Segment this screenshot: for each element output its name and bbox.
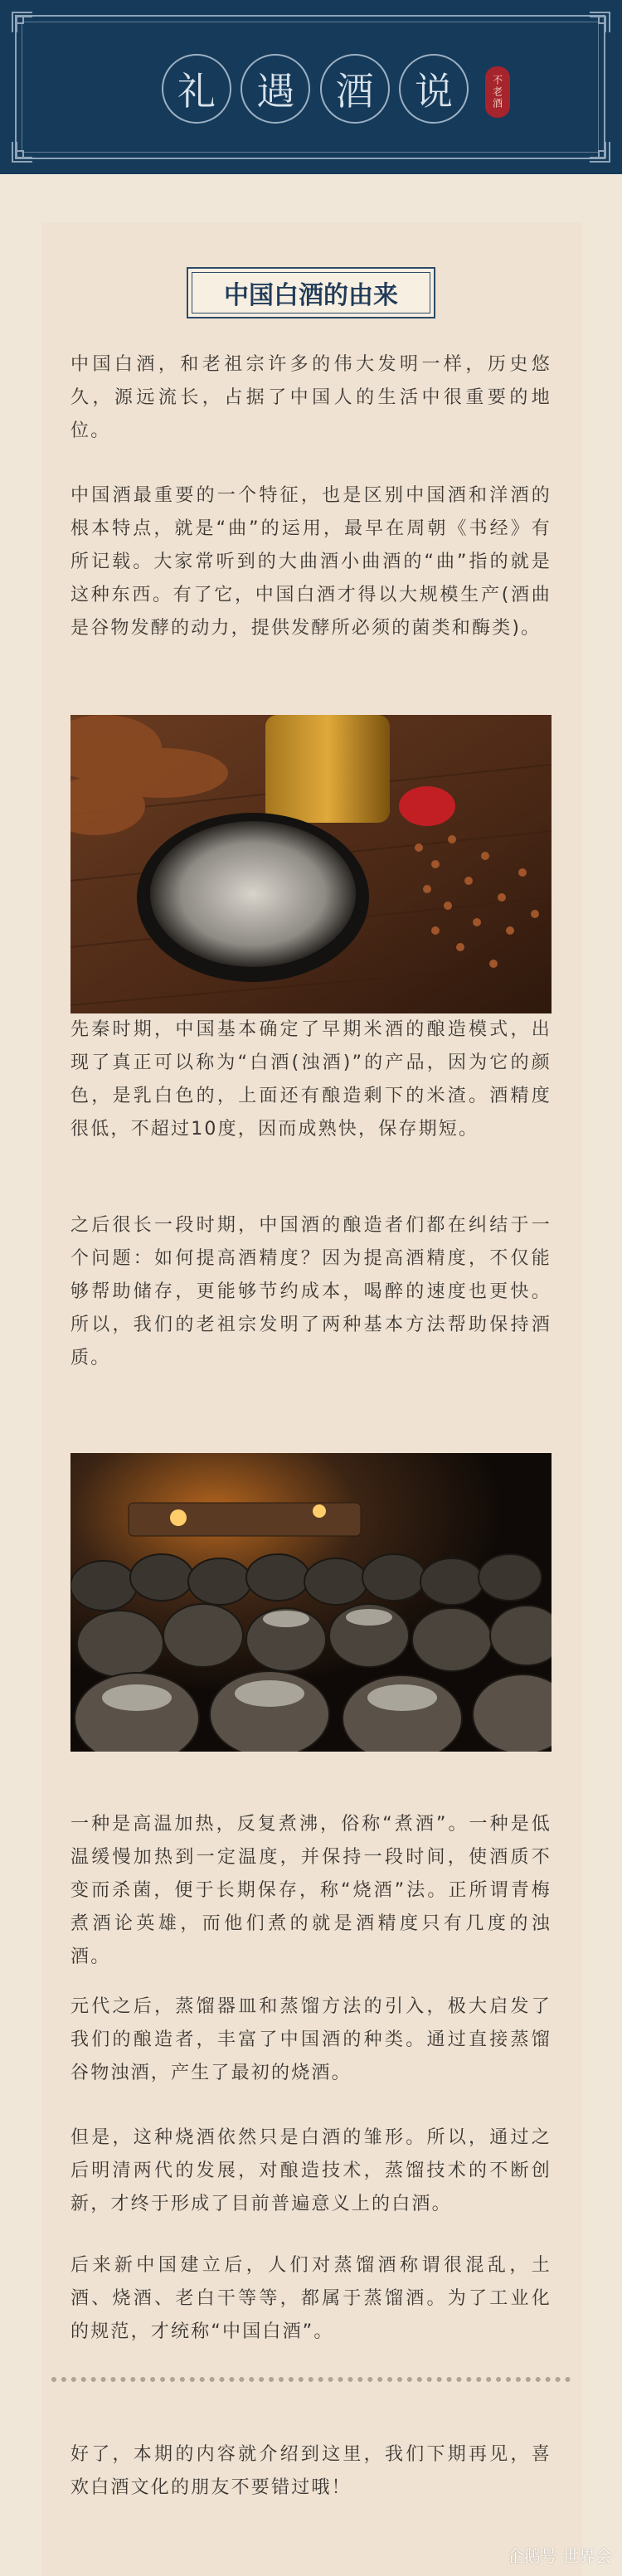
- column-title: [162, 43, 469, 134]
- paragraph: 之后很长一段时期，中国酒的酿造者们都在纠结于一个问题：如何提高酒精度？因为提高酒精度，不仅能够帮助储存，更能够节约成本，喝醉的速度也更快。所以，我们的老祖宗发明了两种基本方法帮助保持酒质。: [70, 1215, 552, 1368]
- paragraph: 一种是高温加热，反复煮沸，俗称“煮酒”。一种是低温缓慢加热到一定温度，并保持一段时间，使酒质不变而杀菌，便于长期保存，称“烧酒”法。正所谓青梅煮酒论英雄，而他们煮的就是酒精度只有几度的浊酒。: [70, 1814, 552, 1967]
- paragraph: 后来新中国建立后，人们对蒸馏酒称谓很混乱，土酒、烧酒、老白干等等，都属于蒸馏酒。为了工业化的规范，才统称“中国白酒”。: [70, 2255, 552, 2342]
- corner-ornament-icon: [12, 12, 33, 33]
- title-char: 礼: [162, 54, 231, 124]
- photo-wine-cellar-jars: [70, 1453, 552, 1752]
- paragraph: 中国酒最重要的一个特征，也是区别中国酒和洋酒的根本特点，就是“曲”的运用，最早在周朝《书经》有所记载。大家常听到的大曲酒小曲酒的“曲”指的就是这种东西。有了它，中国白酒才得以大规模生产(酒曲是谷物发酵的动力，提供发酵所必须的菌类和酶类)。: [70, 485, 552, 639]
- corner-ornament-icon: [12, 141, 33, 163]
- title-char: 说: [399, 54, 469, 124]
- section-title-text: 中国白酒的由来: [224, 281, 398, 310]
- corner-ornament-icon: [589, 141, 610, 163]
- dotted-divider: [51, 2377, 571, 2382]
- paragraph: 元代之后，蒸馏器皿和蒸馏方法的引入，极大启发了我们的酿造者，丰富了中国酒的种类。通过直接蒸馏谷物浊酒，产生了最初的烧酒。: [70, 1996, 552, 2083]
- section-title: [187, 267, 435, 318]
- paragraph: 但是，这种烧酒依然只是白酒的雏形。所以，通过之后明清两代的发展，对酿造技术，蒸馏技术的不断创新，才终于形成了目前普遍意义上的白酒。: [70, 2127, 552, 2214]
- paragraph: 先秦时期，中国基本确定了早期米酒的酿造模式，出现了真正可以称为“白酒(浊酒)”的产品，因为它的颜色，是乳白色的，上面还有酿造剩下的米渣。酒精度很低，不超过10度，因而成熟快，保存期短。: [70, 1019, 552, 1140]
- corner-ornament-icon: [589, 12, 610, 33]
- title-char: 遇: [241, 54, 310, 124]
- title-char: 酒: [320, 54, 390, 124]
- closing-paragraph: 好了，本期的内容就介绍到这里，我们下期再见，喜欢白酒文化的朋友不要错过哦！: [70, 2444, 552, 2498]
- seal-stamp: 不老酒: [485, 66, 510, 118]
- paragraph: 中国白酒，和老祖宗许多的伟大发明一样，历史悠久，源远流长，占据了中国人的生活中很重要的地位。: [70, 354, 552, 441]
- source-watermark: 企鹅号 世界会: [507, 2546, 612, 2566]
- photo-sorghum-wine-cup: [70, 715, 552, 1013]
- header-banner: [0, 0, 622, 174]
